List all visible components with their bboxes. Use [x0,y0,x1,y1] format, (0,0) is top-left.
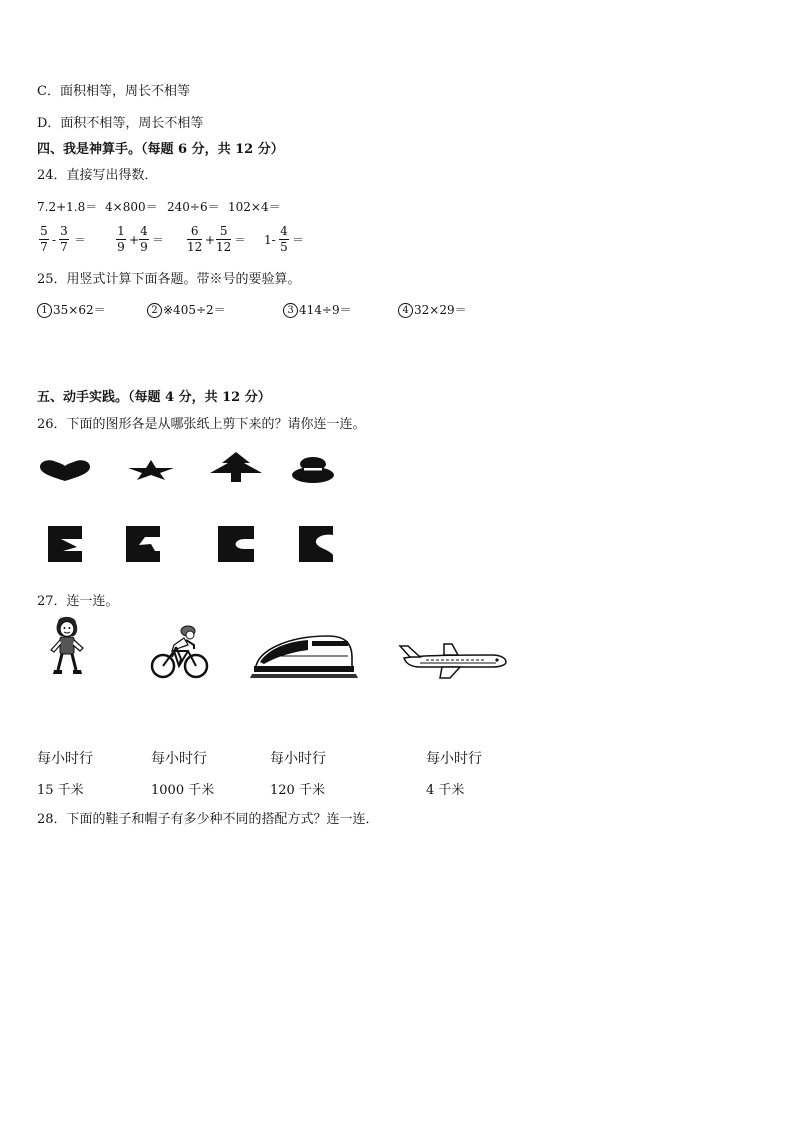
speed-value: 1000 千米 [151,783,215,798]
train-icon [248,630,358,682]
speed-value: 120 千米 [270,783,325,798]
denominator: 12 [216,240,232,254]
expression: ※405÷2＝ [163,303,226,317]
cut-paper-3 [217,525,255,563]
denominator: 7 [60,240,68,254]
cut-paper-4 [298,525,334,563]
fraction [187,225,202,254]
circled-number: 2 [147,303,162,318]
airplane-icon [396,640,508,680]
denominator: 5 [280,240,288,254]
calc-item: 240÷6＝ [167,200,220,214]
question-24: 24．直接写出得数． [37,168,158,183]
denominator: 12 [187,240,203,254]
option-d: D．面积不相等，周长不相等 [37,116,204,131]
question-27: 27．连一连。 [37,594,119,609]
fraction [279,225,289,254]
vertical-calc-item [283,302,352,318]
fraction [59,225,69,254]
calc-item: 102×4＝ [228,200,281,214]
numerator: 1 [117,224,125,238]
denominator: 9 [140,240,148,254]
operator: - [52,233,57,247]
vertical-calc-item [147,302,226,318]
fraction [39,225,49,254]
speed-label: 每小时行 [270,751,326,767]
option-c: C．面积相等，周长不相等 [37,84,190,99]
denominator: 7 [40,240,48,254]
circled-number: 4 [398,303,413,318]
fraction [116,225,126,254]
speed-label: 每小时行 [426,751,482,767]
vertical-calc-item [37,302,106,318]
cut-paper-2 [125,525,161,563]
child-walking-icon [46,616,88,678]
speed-label: 每小时行 [37,751,93,767]
numerator: 5 [40,224,48,238]
numerator: 3 [60,224,68,238]
heart-icon [38,458,92,482]
question-28: 28．下面的鞋子和帽子有多少种不同的搭配方式？连一连． [37,812,379,827]
question-25: 25．用竖式计算下面各题。带※号的要验算。 [37,272,301,287]
denominator: 9 [117,240,125,254]
fraction [139,225,149,254]
fraction [216,225,231,254]
cyclist-icon [150,623,210,681]
operand: 1- [264,233,276,247]
equals-sign: ＝ [152,233,165,247]
vertical-calc-item [398,302,467,318]
expression: 32×29＝ [414,303,467,317]
numerator: 4 [140,224,148,238]
expression: 35×62＝ [53,303,106,317]
section-5-title: 五、动手实践。（每题 4 分，共 12 分） [37,390,271,405]
expression: 414÷9＝ [299,303,352,317]
speed-value: 4 千米 [426,783,465,798]
speed-label: 每小时行 [151,751,207,767]
calc-item: 7.2+1.8＝ [37,200,98,214]
calc-item: 4×800＝ [105,200,158,214]
cut-paper-1 [47,525,83,563]
question-26: 26．下面的图形各是从哪张纸上剪下来的？请你连一连。 [37,417,366,432]
numerator: 6 [190,224,199,238]
numerator: 5 [219,224,228,238]
circled-number: 3 [283,303,298,318]
speed-value: 15 千米 [37,783,84,798]
section-4-title: 四、我是神算手。（每题 6 分，共 12 分） [37,142,284,157]
circled-number: 1 [37,303,52,318]
operator: + [129,233,140,247]
equals-sign: ＝ [74,233,87,247]
numerator: 4 [280,224,288,238]
equals-sign: ＝ [292,233,305,247]
star-icon [126,459,176,481]
figure-eight-icon [290,456,336,484]
equals-sign: ＝ [234,233,247,247]
arrow-up-icon [208,451,264,483]
operator: + [205,233,216,247]
